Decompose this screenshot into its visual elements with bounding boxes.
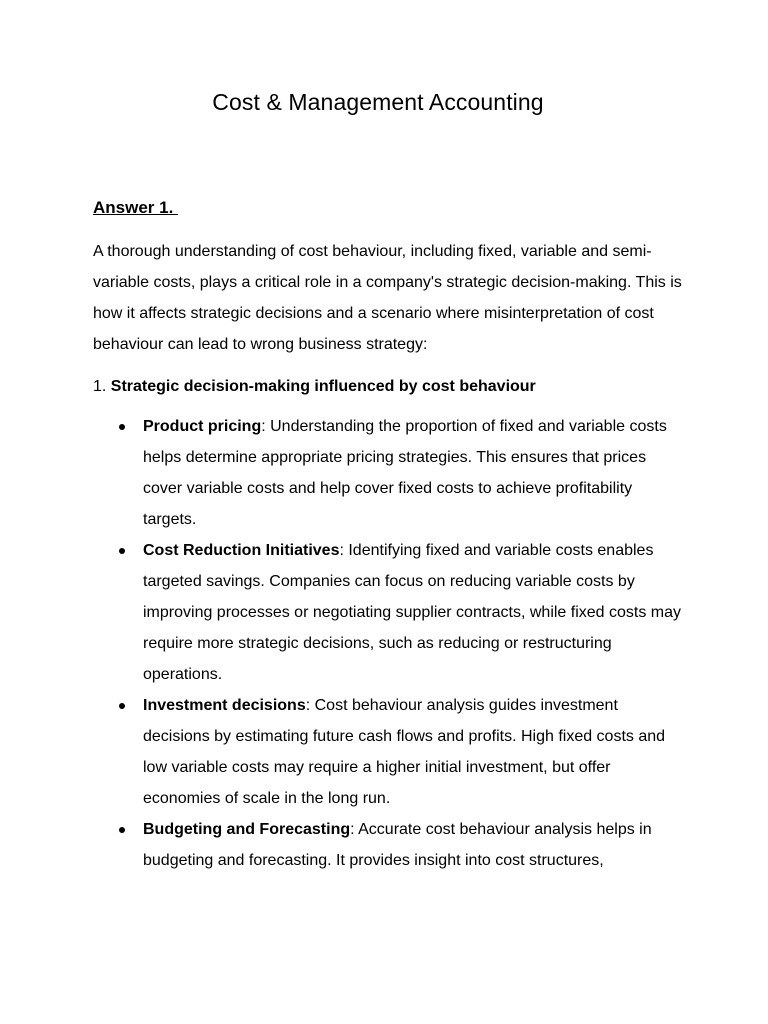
bullet-term: Budgeting and Forecasting (143, 821, 351, 838)
section-number: 1. (93, 378, 107, 395)
bullet-text: : Cost behaviour analysis guides investment decisions by estimating future cash flows and profits. High fixed costs and low variable costs may require a higher initial investment, but offer economies of scale in the long run. (143, 697, 666, 807)
list-item-budgeting-forecasting (93, 814, 683, 876)
section-title: Strategic decision-making influenced by cost behaviour (110, 378, 536, 395)
bullet-term: Cost Reduction Initiatives (143, 542, 340, 559)
section-heading (93, 371, 683, 402)
list-item-cost-reduction (93, 535, 683, 690)
document-title: Cost & Management Accounting (212, 89, 544, 115)
bullet-text: : Identifying fixed and variable costs enables targeted savings. Companies can focus on reducing variable costs by improving processes or negotiating supplier contracts, while fixed costs may require more strategic decisions, such as reducing or restructuring operations. (143, 542, 682, 683)
bullet-list (93, 411, 683, 876)
bullet-dot-icon (119, 424, 125, 430)
bullet-dot-icon (119, 548, 125, 554)
bullet-term: Investment decisions (143, 697, 306, 714)
bullet-text: : Understanding the proportion of fixed and variable costs helps determine appropriate pricing strategies. This ensures that prices cover variable costs and help cover fixed costs to achieve profitability targets. (143, 418, 667, 528)
answer-heading: Answer 1. (93, 198, 179, 217)
list-item-investment-decisions (93, 690, 683, 814)
list-item-product-pricing (93, 411, 683, 535)
bullet-text: : Accurate cost behaviour analysis helps in budgeting and forecasting. It provides insight into cost structures, (143, 821, 652, 869)
bullet-term: Product pricing (143, 418, 262, 435)
intro-paragraph: A thorough understanding of cost behaviour, including fixed, variable and semi-variable costs, plays a critical role in a company's strategic decision-making. This is how it affects strategic decisions and a scenario where misinterpretation of cost behaviour can lead to wrong business strategy: (93, 243, 682, 353)
bullet-dot-icon (119, 827, 125, 833)
bullet-dot-icon (119, 703, 125, 709)
